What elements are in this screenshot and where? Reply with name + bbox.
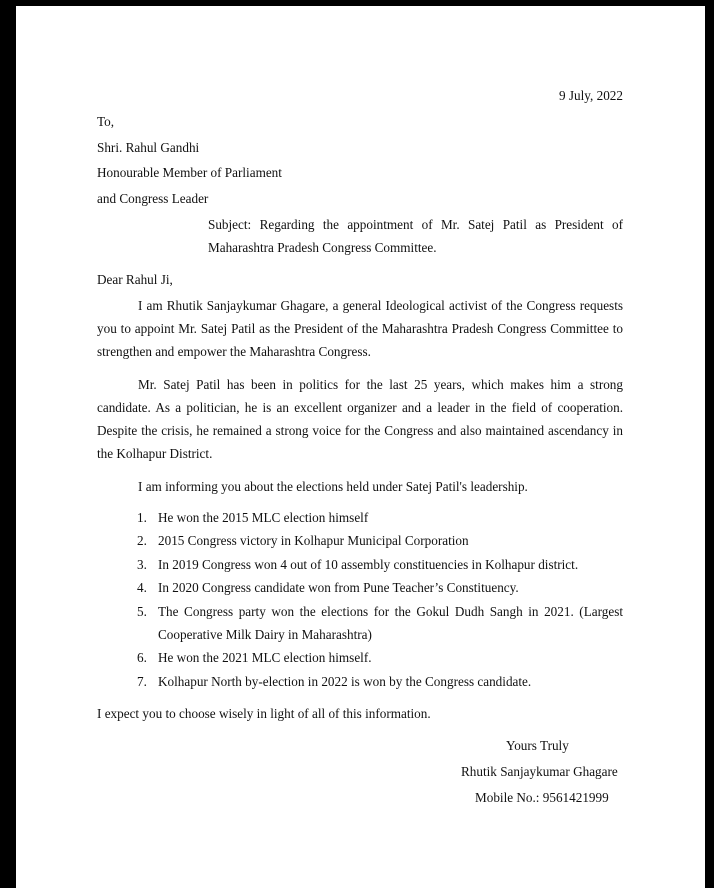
list-item [97, 646, 623, 669]
letter-date: 9 July, 2022 [559, 88, 623, 103]
closing-paragraph: I expect you to choose wisely in light of all of this information. [97, 706, 431, 721]
list-item-number: 5. [137, 603, 147, 619]
list-item [97, 506, 623, 529]
list-item-text: In 2019 Congress won 4 out of 10 assembly constituencies in Kolhapur district. [158, 556, 579, 572]
list-item [97, 529, 623, 552]
paragraph-elections-intro: I am informing you about the elections held under Satej Patil's leadership. [138, 479, 528, 494]
sender-mobile: Mobile No.: 9561421999 [475, 790, 609, 805]
list-item-text: 2015 Congress victory in Kolhapur Municipal Corporation [158, 533, 469, 549]
list-item-text: In 2020 Congress candidate won from Pune Teacher’s Constituency. [158, 580, 519, 596]
signoff: Yours Truly [506, 738, 569, 753]
list-item [97, 576, 623, 599]
recipient-title-line-2: and Congress Leader [97, 191, 209, 206]
recipient-title-line-1: Honourable Member of Parliament [97, 165, 282, 180]
elections-list [97, 506, 623, 693]
list-item-text: The Congress party won the elections for the Gokul Dudh Sangh in 2021. (Largest Cooperative Milk Dairy in Maharashtra) [158, 603, 623, 643]
list-item-text: Kolhapur North by-election in 2022 is won by the Congress candidate. [158, 673, 532, 689]
list-item [97, 553, 623, 576]
recipient-name: Shri. Rahul Gandhi [97, 140, 200, 155]
list-item-number: 6. [137, 650, 147, 666]
list-item-text: He won the 2021 MLC election himself. [158, 650, 372, 666]
list-item-text: He won the 2015 MLC election himself [158, 510, 369, 525]
list-item-number: 3. [137, 556, 147, 572]
to-label: To, [97, 114, 115, 129]
list-item [97, 600, 623, 647]
list-item-number: 7. [137, 673, 147, 689]
list-item-number: 1. [137, 510, 147, 525]
list-item-number: 4. [137, 580, 147, 596]
salutation: Dear Rahul Ji, [97, 272, 173, 287]
paragraph-introduction: I am Rhutik Sanjaykumar Ghagare, a general Ideological activist of the Congress requests you to appoint Mr. Satej Patil as the President of the Maharashtra Pradesh Congress Committee to strengthen and empower the Maharashtra Congress. [97, 298, 623, 359]
list-item [97, 670, 623, 693]
letter-page [16, 6, 705, 888]
sender-name: Rhutik Sanjaykumar Ghagare [461, 764, 618, 779]
list-item-number: 2. [137, 533, 147, 549]
subject-line: Subject: Regarding the appointment of Mr. Satej Patil as President of Maharashtra Pradesh Congress Committee. [208, 217, 623, 255]
paragraph-background: Mr. Satej Patil has been in politics for the last 25 years, which makes him a strong candidate. As a politician, he is an excellent organizer and a leader in the field of cooperation. Despite the crisis, he remained a strong voice for the Congress and also maintained ascendancy in the Kolhapur District. [97, 377, 623, 461]
